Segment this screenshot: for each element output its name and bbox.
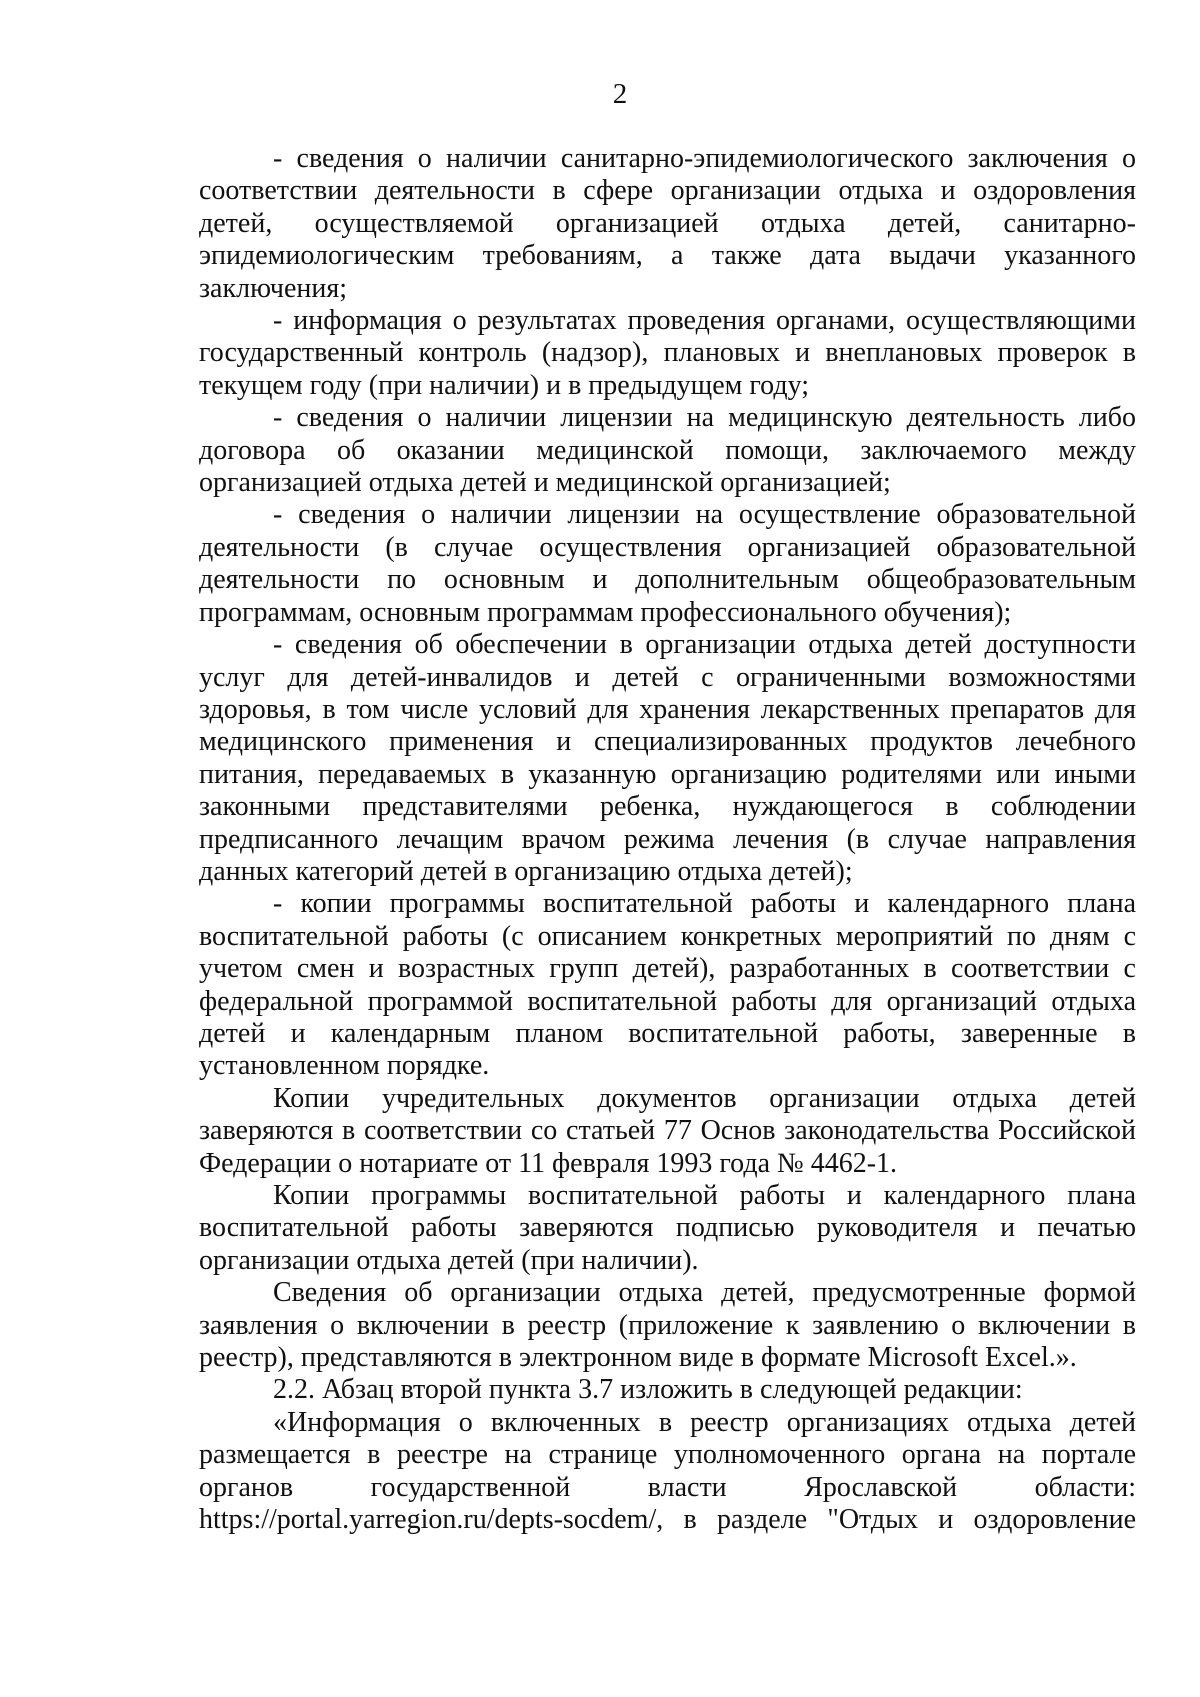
paragraph-education-license: - сведения о наличии лицензии на осуществление образовательной деятельности (в случае осуществления организацией образовательной деятельности по основным и дополнительным общеобразовательным программам, основным программам профессионального обучения); [199, 499, 1136, 628]
paragraph-excel-format: Сведения об организации отдыха детей, предусмотренные формой заявления о включении в реестр (приложение к заявлению о включении в реестр), представляются в электронном виде в формате Microsoft Excel.». [199, 1277, 1136, 1374]
paragraph-amendment-3-7: 2.2. Абзац второй пункта 3.7 изложить в следующей редакции: [273, 1374, 1023, 1406]
paragraph-sanitary-conclusion: - сведения о наличии санитарно-эпидемиологического заключения о соответствии деятельности в сфере организации отдыха и оздоровления детей, осуществляемой организацией отдыха детей, санитарно-эпидемиологическим требованиям, а также дата выдачи указанного заключения; [199, 143, 1136, 304]
paragraph-program-certification: Копии программы воспитательной работы и календарного плана воспитательной работы заверяются подписью руководителя и печатью организации отдыха детей (при наличии). [199, 1180, 1136, 1276]
document-body [199, 143, 1136, 1536]
page-number: 2 [612, 78, 628, 110]
paragraph-inspection-results: - информация о результатах проведения органами, осуществляющими государственный контроль (надзор), плановых и внеплановых проверок в текущем году (при наличии) и в предыдущем году; [199, 305, 1136, 401]
paragraph-registry-info: «Информация о включенных в реестр организациях отдыха детей размещается в реестре на странице уполномоченного органа на портале органов государственной власти Ярославской области: https://portal.yarregion.ru/depts-socdem/, в разделе "Отдых и оздоровление [199, 1406, 1136, 1536]
paragraph-upbringing-program: - копии программы воспитательной работы и календарного плана воспитательной работы (с описанием конкретных мероприятий по дням с учетом смен и возрастных групп детей), разработанных в соответствии с федеральной программой воспитательной работы для организаций отдыха детей и календарным планом воспитательной работы, заверенные в установленном порядке. [199, 888, 1136, 1082]
paragraph-medical-license: - сведения о наличии лицензии на медицинскую деятельность либо договора об оказании медицинской помощи, заключаемого между организацией отдыха детей и медицинской организацией; [199, 402, 1136, 499]
paragraph-founding-documents: Копии учредительных документов организации отдыха детей заверяются в соответствии со статьей 77 Основ законодательства Российской Федерации о нотариате от 11 февраля 1993 года № 4462-1. [199, 1082, 1136, 1179]
paragraph-accessibility: - сведения об обеспечении в организации отдыха детей доступности услуг для детей-инвалидов и детей с ограниченными возможностями здоровья, в том числе условий для хранения лекарственных препаратов для медицинского применения и специализированных продуктов лечебного питания, передаваемых в указанную организацию родителями или иными законными представителями ребенка, нуждающегося в соблюдении предписанного лечащим врачом режима лечения (в случае направления данных категорий детей в организацию отдыха детей); [199, 629, 1136, 887]
